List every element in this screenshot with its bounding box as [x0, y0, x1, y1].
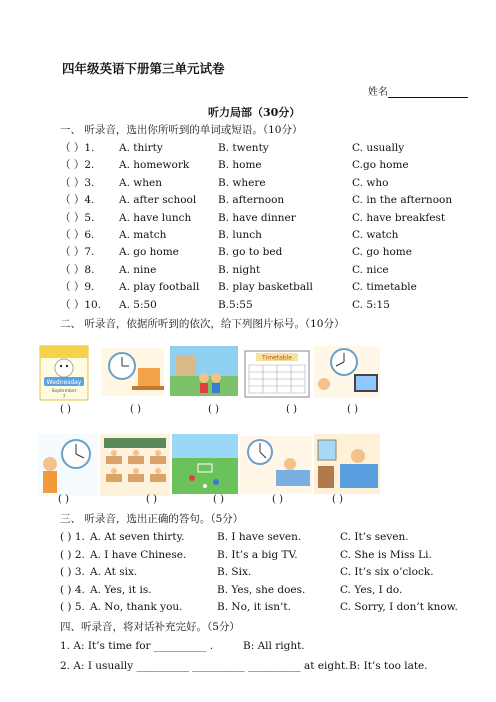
- sec1-question-option-a: A. after school: [119, 194, 197, 207]
- sec1-question-number[interactable]: （ ）5.: [60, 211, 95, 224]
- sec1-question-option-c: C. have breakfest: [352, 211, 446, 224]
- sec1-question-option-b: B. play basketball: [218, 281, 313, 294]
- sec1-question-option-a: A. nine: [119, 263, 157, 276]
- boy-bed-picture: [240, 436, 312, 494]
- sec1-question-number[interactable]: （ ）9.: [60, 281, 95, 294]
- dialog-1-a[interactable]: 1. A: It’s time for __________ .: [60, 640, 214, 652]
- sec1-question-number[interactable]: （ ）4.: [60, 194, 95, 207]
- sec1-question-option-c: C. go home: [352, 246, 412, 259]
- part-title: 听力局部（30分）: [208, 106, 301, 119]
- answer-paren-10[interactable]: ( ): [332, 494, 343, 505]
- sec3-question-option-b: B. Six.: [217, 566, 252, 579]
- answer-paren-3[interactable]: ( ): [208, 404, 219, 415]
- sec1-question-option-a: A. have lunch: [119, 211, 192, 224]
- name-blank[interactable]: [388, 88, 468, 98]
- answer-paren-5[interactable]: ( ): [347, 404, 358, 415]
- sec1-question-option-c: C. watch: [352, 229, 399, 241]
- sec1-question-option-a: A. thirty: [119, 142, 163, 154]
- sec1-question-option-b: B. twenty: [218, 142, 269, 154]
- sec3-question-option-a: A. No, thank you.: [90, 601, 183, 614]
- answer-paren-7[interactable]: ( ): [146, 494, 157, 505]
- dialog-2-b: B: It’s too late.: [349, 660, 428, 672]
- sec1-question-option-c: C. timetable: [352, 281, 417, 294]
- sec1-question-number[interactable]: （ ）10.: [60, 298, 102, 311]
- page-mark: ˎ: [248, 41, 250, 47]
- sec1-question-number[interactable]: （ ）6.: [60, 229, 95, 241]
- section3-heading: 三、 听录音，选出正确的答句。（5分）: [60, 513, 244, 525]
- sec3-question-option-b: B. I have seven.: [217, 531, 302, 543]
- sec1-question-number[interactable]: （ ）7.: [60, 246, 95, 259]
- answer-paren-8[interactable]: ( ): [213, 494, 224, 505]
- sec3-question-number[interactable]: ( ) 5.: [60, 601, 85, 614]
- sec1-question-option-b: B. lunch: [218, 229, 262, 241]
- calendar-date: 7: [62, 395, 66, 400]
- sec1-question-option-a: A. go home: [119, 246, 179, 259]
- sec3-question-option-a: A. At six.: [90, 566, 138, 579]
- sec3-question-option-c: C. It’s seven.: [340, 531, 409, 543]
- sec1-question-number[interactable]: （ ）1.: [60, 142, 95, 154]
- sec3-question-option-a: A. At seven thirty.: [90, 531, 185, 543]
- sec1-question-option-c: C. 5:15: [352, 298, 390, 311]
- sec3-question-option-a: A. Yes, it is.: [90, 583, 152, 596]
- sec3-question-option-c: C. Sorry, I don’t know.: [340, 601, 458, 614]
- sec3-question-number[interactable]: ( ) 1.: [60, 531, 85, 543]
- calendar-picture: [38, 344, 90, 402]
- answer-paren-2[interactable]: ( ): [130, 404, 141, 415]
- sec1-question-option-a: A. when: [119, 176, 162, 189]
- sec1-question-option-b: B. where: [218, 176, 266, 189]
- sec3-question-option-b: B. It’s a big TV.: [217, 548, 298, 561]
- sec1-question-number[interactable]: （ ）3.: [60, 176, 95, 189]
- timetable-picture: [244, 350, 310, 398]
- sec3-question-option-a: A. I have Chinese.: [90, 548, 187, 561]
- sec3-question-number[interactable]: ( ) 2.: [60, 548, 85, 561]
- clock-boy-picture: [38, 434, 98, 496]
- sec1-question-option-b: B. have dinner: [218, 211, 296, 224]
- clock-lunch-picture: [102, 348, 164, 396]
- sec1-question-option-a: A. homework: [119, 159, 190, 172]
- calendar-month: September: [51, 389, 77, 394]
- clock-tv-picture: [314, 346, 380, 398]
- sec1-question-option-b: B. afternoon: [218, 194, 285, 207]
- sec1-question-option-c: C. who: [352, 176, 389, 189]
- timetable-label: Timetable: [262, 354, 292, 362]
- sec3-question-option-b: B. Yes, she does.: [217, 583, 306, 596]
- football-field-picture: [172, 434, 238, 494]
- sec1-question-option-b: B. home: [218, 159, 262, 172]
- sec1-question-option-a: A. match: [119, 229, 167, 241]
- sec3-question-option-c: C. Yes, I do.: [340, 583, 403, 596]
- sec1-question-option-b: B. night: [218, 263, 261, 276]
- section4-heading: 四、听录音，将对话补充完好。（5分）: [60, 621, 240, 633]
- answer-paren-1[interactable]: ( ): [60, 404, 71, 415]
- name-field[interactable]: [368, 88, 468, 98]
- sec1-question-option-a: A. play football: [119, 281, 200, 294]
- playground-picture: [170, 346, 238, 396]
- sec3-question-option-c: C. She is Miss Li.: [340, 548, 432, 561]
- sec1-question-option-c: C. nice: [352, 263, 389, 276]
- sec1-question-option-c: C.go home: [352, 159, 409, 172]
- answer-paren-9[interactable]: ( ): [272, 494, 283, 505]
- sec3-question-option-b: B. No, it isn’t.: [217, 601, 291, 614]
- sec1-question-option-b: B.5:55: [218, 298, 253, 311]
- dialog-1-b: B: All right.: [243, 640, 305, 652]
- name-label: 姓名: [368, 87, 388, 98]
- sec3-question-number[interactable]: ( ) 3.: [60, 566, 85, 579]
- dialog-2-a[interactable]: 2. A: I usually __________ __________ __________ at eight.: [60, 660, 349, 672]
- classroom-picture: [100, 434, 170, 496]
- calendar-day: Wednesday: [46, 379, 82, 386]
- sec1-question-number[interactable]: （ ）8.: [60, 263, 95, 276]
- sec1-question-number[interactable]: （ ）2.: [60, 159, 95, 172]
- home-bed-picture: [314, 434, 380, 494]
- section2-heading: 二、 听录音，依据所听到的依次，给下列图片标号。（10分）: [60, 318, 345, 330]
- sec3-question-number[interactable]: ( ) 4.: [60, 583, 85, 596]
- sec3-question-option-c: C. It’s six o’clock.: [340, 566, 434, 579]
- answer-paren-6[interactable]: ( ): [58, 494, 69, 505]
- sec1-question-option-b: B. go to bed: [218, 246, 283, 259]
- answer-paren-4[interactable]: ( ): [286, 404, 297, 415]
- sec1-question-option-c: C. in the afternoon: [352, 194, 453, 207]
- page-title: 四年级英语下册第三单元试卷: [62, 61, 225, 76]
- section1-heading: 一、 听录音，选出你所听到的单词或短语。（10分）: [60, 124, 303, 136]
- sec1-question-option-a: A. 5:50: [119, 298, 157, 311]
- sec1-question-option-c: C. usually: [352, 142, 405, 154]
